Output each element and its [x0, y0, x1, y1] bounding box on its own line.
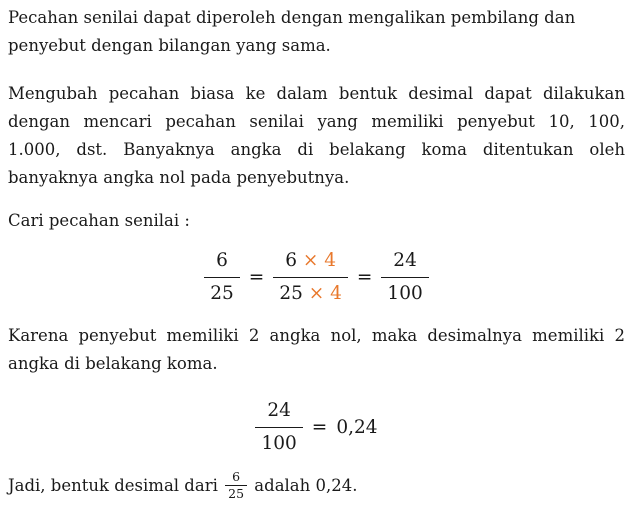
fraction-numerator [273, 248, 348, 278]
fraction-multiplied-by-4 [273, 248, 348, 307]
text-line: Mengubah pecahan biasa ke dalam bentuk desimal dapat dilakukan [8, 84, 625, 103]
paragraph-equivalent-fraction-intro [8, 4, 625, 60]
fraction-numerator: 6 [204, 248, 240, 278]
fraction-24-over-100 [381, 248, 428, 307]
conclusion-suffix: adalah 0,24. [254, 476, 358, 495]
denominator-multiplier-highlight: × 4 [308, 283, 342, 304]
numerator-multiplier-highlight: × 4 [302, 250, 337, 271]
text-line: banyaknya angka nol pada penyebutnya. [8, 168, 350, 187]
text-line: penyebut dengan bilangan yang sama. [8, 36, 331, 55]
fraction-numerator: 24 [381, 248, 428, 278]
label-find-equivalent-fraction [8, 207, 625, 235]
paragraph-decimal-conversion-explanation [8, 80, 625, 192]
equals-sign: = [311, 416, 328, 438]
text-line: Karena penyebut memiliki 2 angka nol, maka desimalnya memiliki 2 [8, 326, 625, 345]
inline-fraction-6-over-25 [225, 470, 247, 501]
fraction-denominator: 25 [228, 486, 245, 501]
numerator-base: 6 [285, 250, 297, 271]
formula-decimal-result [8, 398, 625, 457]
fraction-denominator: 25 [210, 283, 234, 304]
equals-sign: = [248, 266, 265, 288]
paragraph-conclusion [8, 471, 625, 502]
denominator-base: 25 [279, 283, 303, 304]
text-line: Cari pecahan senilai : [8, 211, 190, 230]
formula-equivalent-fraction [8, 248, 625, 307]
text-line: 1.000, dst. Banyaknya angka di belakang koma ditentukan oleh [8, 140, 625, 159]
fraction-denominator [273, 278, 348, 307]
text-line: dengan mencari pecahan senilai yang memiliki penyebut 10, 100, [8, 112, 625, 131]
paragraph-zeros-explanation [8, 322, 625, 378]
fraction-6-over-25 [204, 248, 240, 307]
decimal-result-value: 0,24 [336, 416, 378, 438]
equals-sign: = [356, 266, 373, 288]
fraction-denominator: 100 [387, 283, 423, 304]
conclusion-prefix: Jadi, bentuk desimal dari [8, 476, 218, 495]
text-line: Pecahan senilai dapat diperoleh dengan mengalikan pembilang dan [8, 8, 576, 27]
text-line: angka di belakang koma. [8, 354, 218, 373]
fraction-24-over-100 [255, 398, 302, 457]
fraction-denominator: 100 [261, 433, 297, 454]
fraction-numerator: 24 [255, 398, 302, 428]
fraction-numerator: 6 [225, 470, 247, 486]
